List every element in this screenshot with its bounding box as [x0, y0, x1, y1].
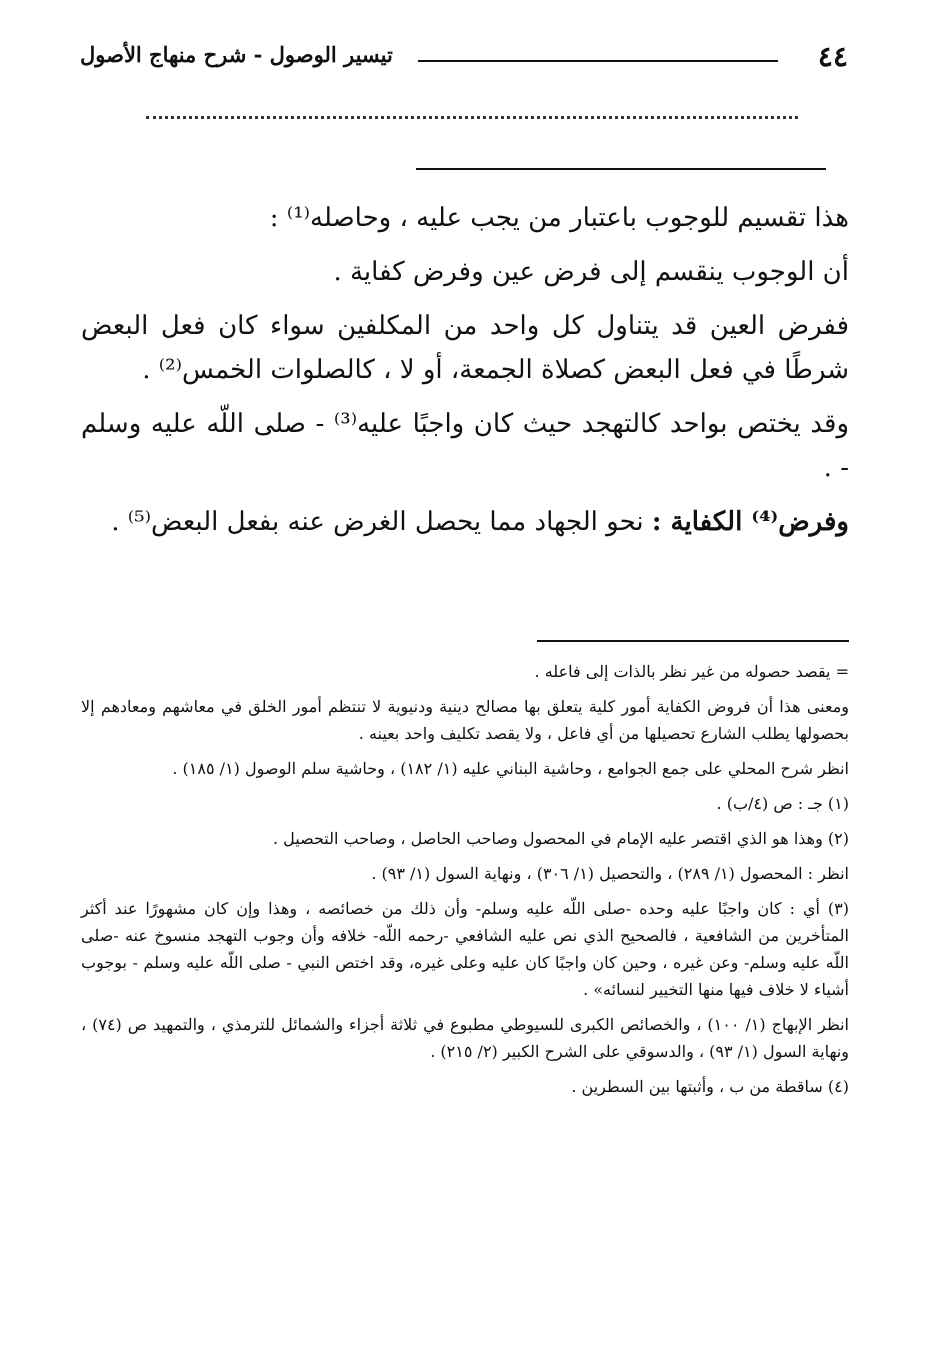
footnote-2: (٢) وهذا هو الذي اقتصر عليه الإمام في المحصول وصاحب الحاصل ، وصاحب التحصيل . — [272, 829, 849, 848]
fard-kifaya-term: وفرض⁽⁴⁾ الكفاية : — [651, 507, 849, 537]
paragraph-fard-kifaya — [81, 500, 849, 544]
footnote-3-reference: انظر الإبهاج (١/ ١٠٠) ، والخصائص الكبرى للسيوطي مطبوع في ثلاثة أجزاء والشمائل للترمذي ، والتمهيد ص (٧٤) ، ونهاية السول (١/ ٩٣) ، والدسوقي على الشرح الكبير (٢/ ٢١٥) . — [81, 1015, 849, 1061]
fard-kifaya-definition: نحو الجهاد مما يحصل الغرض عنه بفعل البعض⁽⁵⁾ . — [111, 507, 644, 537]
page-header — [80, 40, 848, 84]
paragraph-fard-ayn: ففرض العين قد يتناول كل واحد من المكلفين سواء كان فعل البعض شرطًا في فعل البعض كصلاة الجمعة، أو لا ، كالصلوات الخمس⁽²⁾ . — [81, 311, 849, 385]
main-text — [81, 196, 849, 554]
paragraph-division: أن الوجوب ينقسم إلى فرض عين وفرض كفاية . — [333, 257, 849, 287]
footnote-reference: انظر شرح المحلي على جمع الجوامع ، وحاشية البناني عليه (١/ ١٨٢) ، وحاشية سلم الوصول (١/ ١٨٥) . — [172, 759, 849, 778]
footnote-continuation: = يقصد حصوله من غير نظر بالذات إلى فاعله . — [534, 662, 849, 681]
footnote-4: (٤) ساقطة من ب ، وأثبتها بين السطرين . — [571, 1077, 849, 1096]
footnote-separator — [537, 640, 849, 642]
paragraph-specific-duty: وقد يختص بواحد كالتهجد حيث كان واجبًا عليه⁽³⁾ - صلى اللّه عليه وسلم - . — [81, 409, 849, 483]
footnote-1: (١) جـ : ص (٤/ب) . — [716, 794, 849, 813]
footnote-3: (٣) أي : كان واجبًا عليه وحده -صلى اللّه عليه وسلم- وأن ذلك من خصائصه ، وهذا وإن كان مشهورًا عند أكثر المتأخرين من الشافعية ، فالصحيح الذي نص عليه الشافعي -رحمه اللّه- خلافه وأن وجوب التهجد منسوخ عنه -صلى اللّه عليه وسلم- وعن غيره ، وحين كان واجبًا كان عليه وعلى غيره، وقد اختص النبي - صلى اللّه عليه وسلم - بوجوب أشياء لا خلاف فيها منها التخيير لنسائه» . — [81, 899, 850, 999]
book-title: تيسير الوصول - شرح منهاج الأصول — [80, 42, 393, 67]
footnotes — [81, 658, 849, 1108]
section-rule — [416, 168, 826, 170]
footnote-explanation: ومعنى هذا أن فروض الكفاية أمور كلية يتعلق بها مصالح دينية ودنيوية لا تنتظم أمور الخلق في معاشهم ومعادهم إلا بحصولها يطلب الشارع تحصيلها من أي فاعل ، ولا يقصد تكليف واحد بعينه . — [81, 697, 849, 743]
header-rule — [418, 60, 778, 62]
omission-dotted-line — [146, 116, 798, 119]
footnote-2-reference: انظر : المحصول (١/ ٢٨٩) ، والتحصيل (١/ ٣٠٦) ، ونهاية السول (١/ ٩٣) . — [371, 864, 849, 883]
paragraph-intro: هذا تقسيم للوجوب باعتبار من يجب عليه ، وحاصله⁽¹⁾ : — [269, 203, 849, 233]
page-number: ٤٤ — [817, 40, 848, 73]
